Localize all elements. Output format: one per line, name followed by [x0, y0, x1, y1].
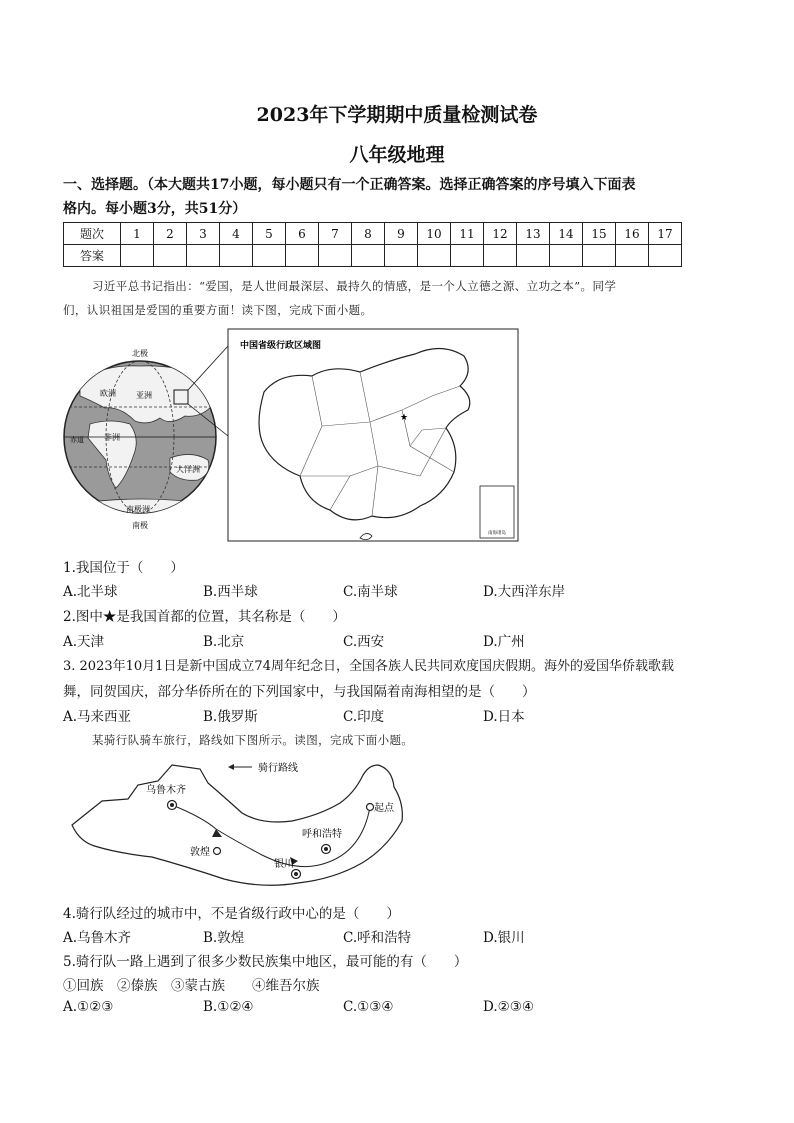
- q1-option-c[interactable]: C.南半球: [343, 584, 398, 600]
- q3-option-a[interactable]: A.马来西亚: [63, 709, 132, 725]
- q1-options: [63, 580, 733, 600]
- answer-cell[interactable]: [154, 245, 187, 267]
- answer-cell[interactable]: [253, 245, 286, 267]
- city-label-hohhot: 呼和浩特: [302, 829, 342, 840]
- question-number-cell: 9: [385, 223, 418, 245]
- capital-star-icon: ★: [399, 413, 409, 423]
- q1-option-b[interactable]: B.西半球: [203, 584, 258, 600]
- exam-subtitle: 八年级地理: [349, 144, 445, 166]
- city-marker-yinchuan-dot: [294, 872, 298, 876]
- question-number-cell: 6: [286, 223, 319, 245]
- globe-label-antarctica: 南极洲: [126, 505, 150, 514]
- question-number-cell: 17: [649, 223, 682, 245]
- answer-table-header-row: [64, 223, 682, 245]
- q5-items: ①回族 ②傣族 ③蒙古族 ④维吾尔族: [63, 978, 320, 994]
- question-number-cell: 13: [517, 223, 550, 245]
- q5-options: [63, 999, 733, 1019]
- question-number-cell: 12: [484, 223, 517, 245]
- answer-table-answer-row: [64, 245, 682, 267]
- q1-option-d[interactable]: D.大西洋东岸: [483, 584, 566, 600]
- globe-label-north-pole: 北极: [132, 349, 148, 358]
- city-label-yinchuan: 银川: [274, 859, 294, 870]
- q3-stem-line1: 3. 2023年10月1日是新中国成立74周年纪念日，全国各族人民共同欢度国庆假期。海外的爱国华侨载歌载: [63, 659, 674, 674]
- question-number-cell: 3: [187, 223, 220, 245]
- q2-stem: 2.图中★是我国首都的位置，其名称是（ ）: [63, 609, 346, 625]
- question-number-cell: 2: [154, 223, 187, 245]
- question-number-cell: 7: [319, 223, 352, 245]
- q5-option-d[interactable]: D.②③④: [483, 999, 534, 1015]
- answer-cell[interactable]: [187, 245, 220, 267]
- section-instruction-line1: 一、选择题。（本大题共17小题，每小题只有一个正确答案。选择正确答案的序号填入下面表: [63, 177, 636, 193]
- city-label-dunhuang: 敦煌: [190, 847, 210, 858]
- q2-option-a[interactable]: A.天津: [63, 634, 105, 650]
- question-number-cell: 5: [253, 223, 286, 245]
- route-map: [62, 755, 412, 895]
- question-number-cell: 11: [451, 223, 484, 245]
- answer-cell[interactable]: [121, 245, 154, 267]
- q4-stem: 4.骑行队经过的城市中，不是省级行政中心的是（ ）: [63, 906, 400, 922]
- route-region-outline: [72, 765, 402, 885]
- city-marker-urumqi-dot: [170, 803, 174, 807]
- answer-table: [63, 222, 682, 267]
- globe-china-figure: [60, 326, 530, 546]
- q5-option-b[interactable]: B.①②④: [203, 999, 254, 1015]
- exam-title: 2023年下学期期中质量检测试卷: [256, 104, 538, 126]
- china-map: [228, 329, 518, 541]
- answer-cell[interactable]: [484, 245, 517, 267]
- question-number-cell: 8: [352, 223, 385, 245]
- globe-label-equator: 赤道: [70, 436, 84, 444]
- answer-table-row1-label: 题次: [64, 223, 121, 245]
- q1-stem: 1.我国位于（ ）: [63, 560, 184, 576]
- globe-label-africa: 非洲: [104, 433, 120, 442]
- q3-option-d[interactable]: D.日本: [483, 709, 525, 725]
- q4-option-d[interactable]: D.银川: [483, 930, 525, 946]
- q2-options: [63, 630, 733, 650]
- q4-option-a[interactable]: A.乌鲁木齐: [63, 930, 132, 946]
- passage1-line2: 们，认识祖国是爱国的重要方面！读下图，完成下面小题。: [63, 303, 373, 317]
- china-map-title: 中国省级行政区域图: [240, 341, 322, 351]
- q4-option-c[interactable]: C.呼和浩特: [343, 930, 412, 946]
- q2-option-d[interactable]: D.广州: [483, 634, 525, 650]
- city-marker-start: [367, 804, 374, 811]
- answer-cell[interactable]: [451, 245, 484, 267]
- city-marker-hohhot-dot: [324, 847, 328, 851]
- city-label-start: 起点: [374, 803, 394, 814]
- question-number-cell: 10: [418, 223, 451, 245]
- answer-cell[interactable]: [649, 245, 682, 267]
- q1-option-a[interactable]: A.北半球: [63, 584, 118, 600]
- globe-label-asia: 亚洲: [136, 391, 152, 400]
- q3-options: [63, 705, 733, 725]
- city-label-urumqi: 乌鲁木齐: [146, 785, 186, 796]
- q2-option-c[interactable]: C.西安: [343, 634, 385, 650]
- answer-cell[interactable]: [550, 245, 583, 267]
- answer-cell[interactable]: [616, 245, 649, 267]
- question-number-cell: 16: [616, 223, 649, 245]
- answer-cell[interactable]: [385, 245, 418, 267]
- answer-cell[interactable]: [352, 245, 385, 267]
- answer-cell[interactable]: [418, 245, 451, 267]
- answer-cell[interactable]: [583, 245, 616, 267]
- zoom-connector: [188, 346, 228, 390]
- city-marker-dunhuang: [214, 848, 221, 855]
- q3-option-b[interactable]: B.俄罗斯: [203, 709, 258, 725]
- passage1-line1: 习近平总书记指出：“爱国，是人世间最深层、最持久的情感，是一个人立德之源、立功之本”。同学: [92, 279, 617, 293]
- question-number-cell: 15: [583, 223, 616, 245]
- legend-label: 骑行路线: [258, 763, 298, 774]
- globe-label-oceania: 大洋洲: [176, 465, 200, 474]
- q2-option-b[interactable]: B.北京: [203, 634, 245, 650]
- answer-table-row2-label: 答案: [64, 245, 121, 267]
- question-number-cell: 4: [220, 223, 253, 245]
- q3-option-c[interactable]: C.印度: [343, 709, 385, 725]
- answer-cell[interactable]: [319, 245, 352, 267]
- q4-option-b[interactable]: B.敦煌: [203, 930, 245, 946]
- q5-option-a[interactable]: A.①②③: [63, 999, 114, 1015]
- answer-cell[interactable]: [220, 245, 253, 267]
- answer-cell[interactable]: [517, 245, 550, 267]
- globe-label-europe: 欧洲: [100, 389, 116, 398]
- question-number-cell: 1: [121, 223, 154, 245]
- q3-stem-line2: 舞，同贺国庆，部分华侨所在的下列国家中，与我国隔着南海相望的是（ ）: [63, 684, 536, 700]
- question-number-cell: 14: [550, 223, 583, 245]
- inset-label: 南海诸岛: [488, 531, 506, 536]
- globe-label-south-pole: 南极: [132, 521, 148, 530]
- globe: [64, 348, 216, 530]
- section-instruction-line2: 格内。每小题3分，共51分）: [63, 201, 247, 217]
- passage2: 某骑行队骑车旅行，路线如下图所示。读图，完成下面小题。: [92, 733, 414, 747]
- q5-option-c[interactable]: C.①③④: [343, 999, 394, 1015]
- legend-arrow-icon: [228, 764, 234, 770]
- q4-options: [63, 926, 733, 946]
- q5-stem: 5.骑行队一路上遇到了很多少数民族集中地区，最可能的有（ ）: [63, 954, 468, 970]
- answer-cell[interactable]: [286, 245, 319, 267]
